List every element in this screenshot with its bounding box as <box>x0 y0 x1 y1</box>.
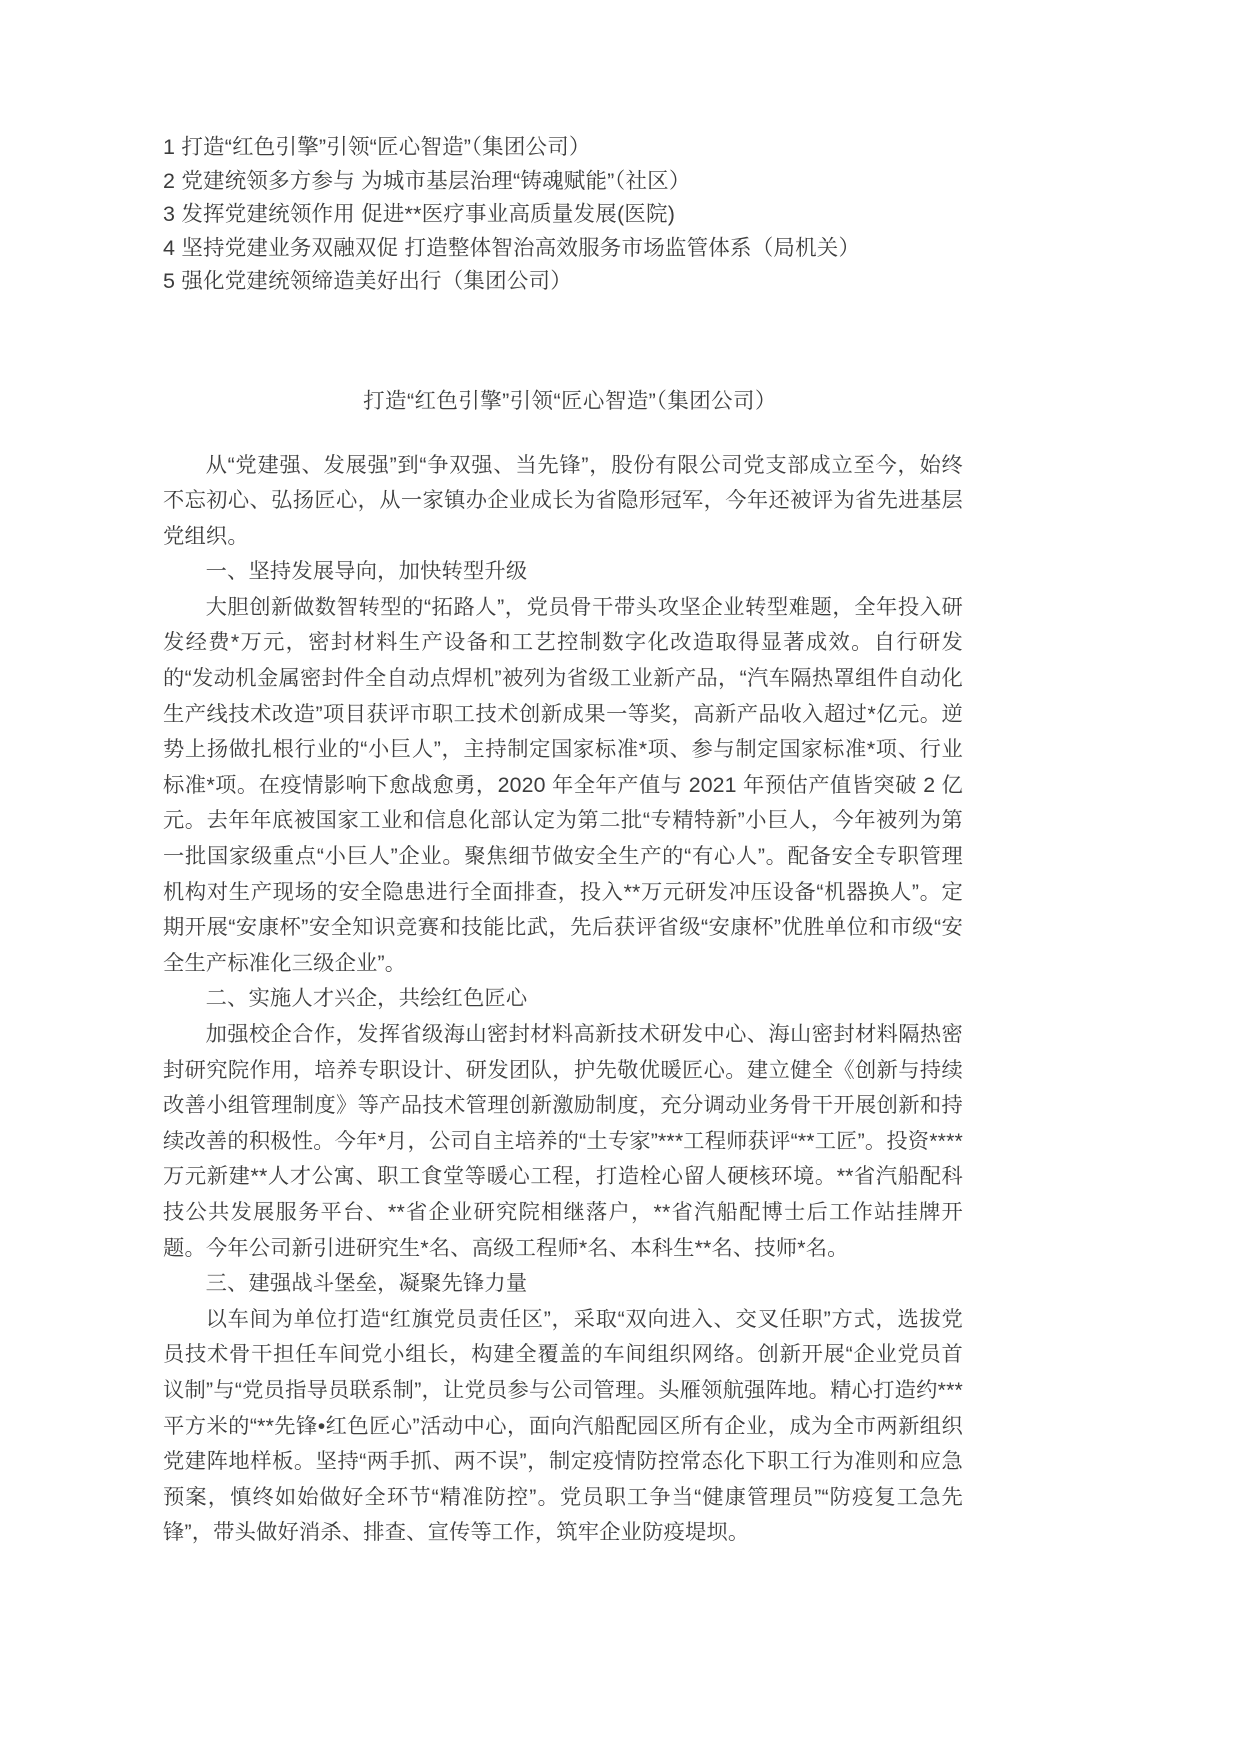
section-heading-three: 三、建强战斗堡垒，凝聚先锋力量 <box>205 1271 528 1296</box>
table-of-contents <box>163 131 963 299</box>
toc-item: 5 强化党建统领缔造美好出行（集团公司） <box>163 269 572 293</box>
toc-item: 2 党建统领多方参与 为城市基层治理“铸魂赋能”（社区） <box>163 168 691 193</box>
document-content <box>163 131 963 1551</box>
title-gap <box>163 418 963 448</box>
toc-item: 1 打造“红色引擎”引领“匠心智造”（集团公司） <box>163 135 591 159</box>
paragraph-section-two: 加强校企合作，发挥省级海山密封材料高新技术研发中心、海山密封材料隔热密封研究院作用，培养专职设计、研发团队，护先敬优暖匠心。建立健全《创新与持续改善小组管理制度》等产品技术管理创新激励制度，充分调动业务骨干开展创新和持续改善的积极性。今年*月，公司自主培养的“土专家”***工程师获评“**工匠”。投资****万元新建**人才公寓、职工食堂等暖心工程，打造栓心留人硬核环境。**省汽船配科技公共发展服务平台、**省企业研究院相继落户，**省汽船配博士后工作站挂牌开题。今年公司新引进研究生*名、高级工程师*名、本科生**名、技师*名。 <box>163 1022 963 1260</box>
section-spacer <box>163 299 963 384</box>
section-heading-two: 二、实施人才兴企，共绘红色匠心 <box>205 986 528 1011</box>
toc-item: 3 发挥党建统领作用 促进**医疗事业高质量发展(医院) <box>163 202 676 226</box>
paragraph-section-one: 大胆创新做数智转型的“拓路人”，党员骨干带头攻坚企业转型难题，全年投入研发经费*万元，密封材料生产设备和工艺控制数字化改造取得显著成效。自行研发的“发动机金属密封件全自动点焊机”被列为省级工业新产品，“汽车隔热罩组件自动化生产线技术改造”项目获评市职工技术创新成果一等奖，高新产品收入超过*亿元。逆势上扬做扎根行业的“小巨人”，主持制定国家标准*项、参与制定国家标准*项、行业标准*项。在疫情影响下愈战愈勇，2020 年全年产值与 2021 年预估产值皆突破 2 亿元。去年年底被国家工业和信息化部认定为第二批“专精特新”小巨人，今年被列为第一批国家级重点“小巨人”企业。聚焦细节做安全生产的“有心人”。配备安全专职管理机构对生产现场的安全隐患进行全面排查，投入**万元研发冲压设备“机器换人”。定期开展“安康杯”安全知识竞赛和技能比武，先后获评省级“安康杯”优胜单位和市级“安全生产标准化三级企业”。 <box>163 594 963 975</box>
section-heading-one: 一、坚持发展导向，加快转型升级 <box>205 559 528 584</box>
paragraph-section-three: 以车间为单位打造“红旗党员责任区”，采取“双向进入、交叉任职”方式，选拔党员技术骨干担任车间党小组长，构建全覆盖的车间组织网络。创新开展“企业党员首议制”与“党员指导员联系制”，让党员参与公司管理。头雁领航强阵地。精心打造约***平方米的“**先锋•红色匠心”活动中心，面向汽船配园区所有企业，成为全市两新组织党建阵地样板。坚持“两手抓、两不误”，制定疫情防控常态化下职工行为准则和应急预案，慎终如始做好全环节“精准防控”。党员职工争当“健康管理员”“防疫复工急先锋”，带头做好消杀、排查、宣传等工作，筑牢企业防疫堤坝。 <box>163 1306 963 1545</box>
paragraph-intro: 从“党建强、发展强”到“争双强、当先锋”，股份有限公司党支部成立至今，始终不忘初心、弘扬匠心，从一家镇办企业成长为省隐形冠军，今年还被评为省先进基层党组织。 <box>163 452 963 548</box>
page-title: 打造“红色引擎”引领“匠心智造”（集团公司） <box>363 388 777 413</box>
toc-item: 4 坚持党建业务双融双促 打造整体智治高效服务市场监管体系（局机关） <box>163 235 861 260</box>
